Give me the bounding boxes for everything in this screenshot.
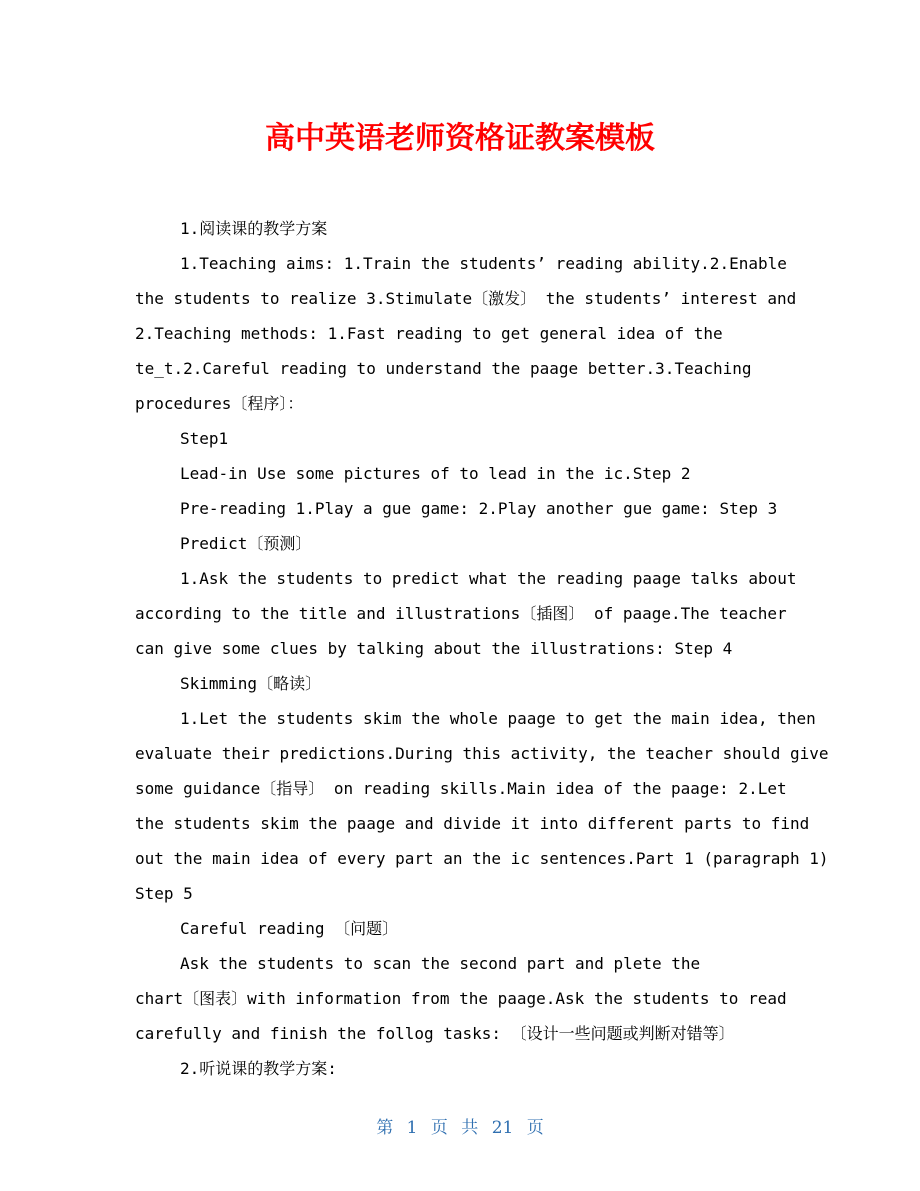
text-line: Ask the students to scan the second part and plete the [180, 954, 701, 973]
text-line: Pre-reading 1.Play a gue game: 2.Play another gue game: Step 3 [180, 499, 778, 518]
text-line: can give some clues by talking about the illustrations: Step 4 [135, 639, 733, 658]
text-line: the students skim the paage and divide it into different parts to find [135, 814, 810, 833]
text-line: procedures〔程序〕： [135, 394, 304, 413]
text-line: evaluate their predictions.During this activity, the teacher should give [135, 744, 829, 763]
text-line: 1.Ask the students to predict what the reading paage talks about [180, 569, 797, 588]
text-line: Skimming〔略读〕 [180, 674, 322, 693]
text-line: Careful reading 〔问题〕 [180, 919, 399, 938]
text-line: Step 5 [135, 884, 193, 903]
text-line: according to the title and illustrations〔插图〕 of paage.The teacher [135, 604, 787, 623]
text-line: carefully and finish the follog tasks: 〔设计一些问题或判断对错等〕 [135, 1024, 735, 1043]
text-line: out the main idea of every part an the ic sentences.Part 1 (paragraph 1) [135, 849, 829, 868]
text-line: 1.阅读课的教学方案 [180, 219, 328, 238]
text-line: Step1 [180, 429, 229, 448]
text-line: te_t.2.Careful reading to understand the paage better.3.Teaching [135, 359, 752, 378]
text-line: 1.Let the students skim the whole paage to get the main idea, then [180, 709, 816, 728]
text-line: some guidance〔指导〕 on reading skills.Main idea of the paage: 2.Let [135, 779, 787, 798]
text-line: 2.听说课的教学方案: [180, 1059, 337, 1078]
text-line: chart〔图表〕with information from the paage.Ask the students to read [135, 989, 787, 1008]
text-line: Lead-in Use some pictures of to lead in the ic.Step 2 [180, 464, 691, 483]
document-title: 高中英语老师资格证教案模板 [265, 121, 655, 156]
text-line: 2.Teaching methods: 1.Fast reading to get general idea of the [135, 324, 723, 343]
text-line: 1.Teaching aims: 1.Train the students’ reading ability.2.Enable [180, 254, 787, 273]
text-line: Predict〔预测〕 [180, 534, 312, 553]
page-number-footer: 第 1 页 共 21 页 [376, 1118, 544, 1138]
text-line: the students to realize 3.Stimulate〔激发〕 the students’ interest and [135, 289, 797, 308]
